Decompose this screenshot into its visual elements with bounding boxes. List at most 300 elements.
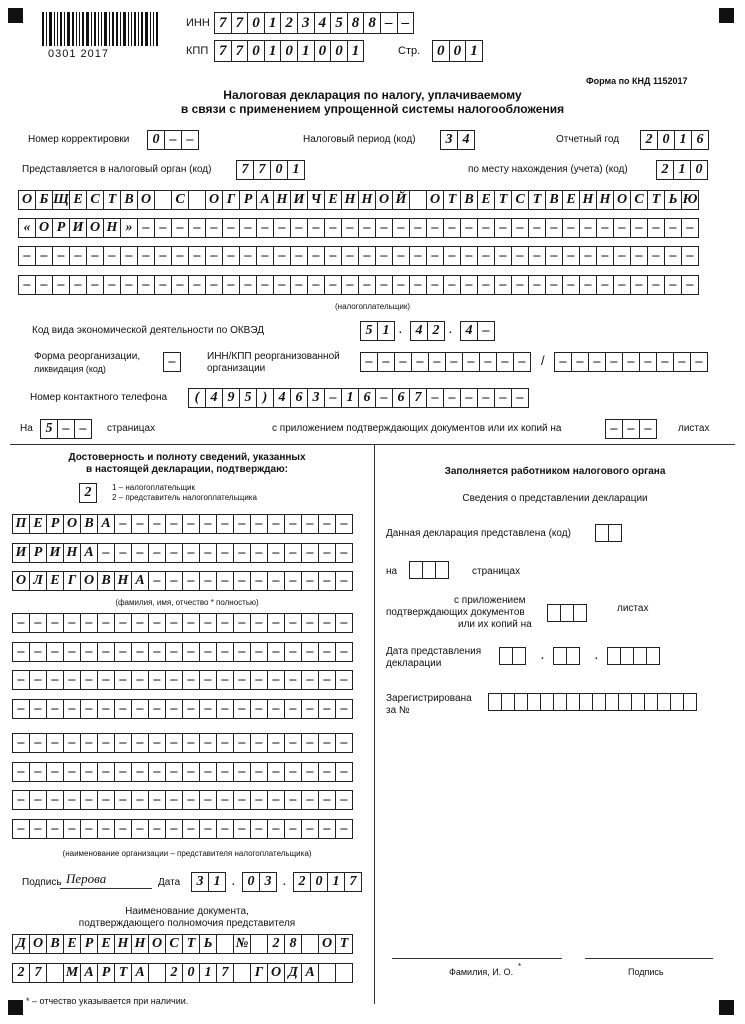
char-cell[interactable]: – [12, 733, 30, 753]
char-cell[interactable]: – [443, 246, 461, 266]
char-cell[interactable]: – [148, 790, 166, 810]
char-cell[interactable]: 8 [284, 934, 302, 954]
char-cell[interactable]: – [165, 642, 183, 662]
char-cell[interactable]: В [97, 571, 115, 591]
empty-cell[interactable] [540, 693, 554, 711]
char-cell[interactable]: – [63, 613, 81, 633]
char-cell[interactable]: – [477, 218, 495, 238]
char-cell[interactable]: 7 [214, 40, 232, 62]
char-cell[interactable]: Р [97, 963, 115, 983]
char-cell[interactable]: Е [562, 190, 580, 210]
char-cell[interactable]: – [29, 613, 47, 633]
char-cell[interactable]: – [74, 419, 92, 439]
char-cell[interactable]: – [239, 275, 257, 295]
char-cell[interactable]: – [494, 388, 512, 408]
char-cell[interactable]: – [199, 762, 217, 782]
char-cell[interactable]: – [199, 571, 217, 591]
char-cell[interactable]: – [239, 218, 257, 238]
char-cell[interactable]: – [664, 218, 682, 238]
date-year-cells[interactable] [293, 872, 361, 892]
char-cell[interactable]: – [335, 819, 353, 839]
char-cell[interactable]: – [335, 699, 353, 719]
char-cell[interactable]: – [182, 819, 200, 839]
char-cell[interactable]: – [233, 819, 251, 839]
org-row[interactable] [12, 642, 352, 662]
char-cell[interactable]: – [443, 388, 461, 408]
char-cell[interactable]: – [477, 246, 495, 266]
char-cell[interactable]: В [460, 190, 478, 210]
empty-cell[interactable] [435, 561, 449, 579]
char-cell[interactable]: О [63, 514, 81, 534]
char-cell[interactable]: – [394, 352, 412, 372]
empty-cell[interactable] [620, 647, 634, 665]
char-cell[interactable] [301, 934, 319, 954]
char-cell[interactable]: 3 [191, 872, 209, 892]
char-cell[interactable]: О [12, 571, 30, 591]
char-cell[interactable]: – [392, 246, 410, 266]
char-cell[interactable]: – [301, 642, 319, 662]
char-cell[interactable]: – [596, 275, 614, 295]
char-cell[interactable]: И [12, 543, 30, 563]
char-cell[interactable]: – [18, 246, 36, 266]
char-cell[interactable]: – [63, 790, 81, 810]
char-cell[interactable]: – [216, 699, 234, 719]
char-cell[interactable]: – [324, 246, 342, 266]
char-cell[interactable]: – [545, 246, 563, 266]
char-cell[interactable]: – [97, 613, 115, 633]
char-cell[interactable]: – [284, 790, 302, 810]
char-cell[interactable]: – [290, 246, 308, 266]
char-cell[interactable]: – [205, 218, 223, 238]
char-cell[interactable]: – [148, 762, 166, 782]
char-cell[interactable]: 4 [410, 321, 428, 341]
char-cell[interactable]: – [80, 613, 98, 633]
char-cell[interactable]: 2 [656, 160, 674, 180]
empty-cell[interactable] [566, 647, 580, 665]
char-cell[interactable]: – [562, 275, 580, 295]
char-cell[interactable]: 0 [242, 872, 260, 892]
char-cell[interactable]: – [324, 275, 342, 295]
char-cell[interactable]: Й [392, 190, 410, 210]
char-cell[interactable]: – [148, 514, 166, 534]
empty-cell[interactable] [670, 693, 684, 711]
char-cell[interactable]: 2 [427, 321, 445, 341]
char-cell[interactable]: – [233, 571, 251, 591]
char-cell[interactable]: – [445, 352, 463, 372]
char-cell[interactable]: – [250, 790, 268, 810]
char-cell[interactable]: – [239, 246, 257, 266]
char-cell[interactable]: – [12, 613, 30, 633]
char-cell[interactable]: – [267, 790, 285, 810]
empty-cell[interactable] [566, 693, 580, 711]
char-cell[interactable]: – [267, 642, 285, 662]
char-cell[interactable]: 2 [640, 130, 658, 150]
char-cell[interactable]: – [114, 642, 132, 662]
char-cell[interactable]: – [377, 352, 395, 372]
char-cell[interactable]: ( [188, 388, 206, 408]
char-cell[interactable] [233, 963, 251, 983]
char-cell[interactable]: – [630, 218, 648, 238]
char-cell[interactable]: – [165, 670, 183, 690]
char-cell[interactable]: 0 [432, 40, 450, 62]
char-cell[interactable]: 0 [310, 872, 328, 892]
char-cell[interactable]: – [29, 699, 47, 719]
empty-cell[interactable] [608, 524, 622, 542]
taxpayer-row[interactable] [18, 218, 698, 238]
char-cell[interactable]: – [52, 275, 70, 295]
char-cell[interactable]: – [250, 514, 268, 534]
char-cell[interactable]: – [301, 670, 319, 690]
char-cell[interactable]: – [622, 352, 640, 372]
char-cell[interactable]: – [216, 790, 234, 810]
year-cells[interactable] [640, 130, 708, 150]
char-cell[interactable]: – [273, 218, 291, 238]
char-cell[interactable]: Т [647, 190, 665, 210]
char-cell[interactable]: – [165, 733, 183, 753]
char-cell[interactable]: 5 [239, 388, 257, 408]
char-cell[interactable]: – [46, 613, 64, 633]
empty-cell[interactable] [512, 647, 526, 665]
char-cell[interactable]: – [605, 419, 623, 439]
char-cell[interactable]: – [97, 543, 115, 563]
char-cell[interactable]: Н [131, 934, 149, 954]
char-cell[interactable]: – [324, 388, 342, 408]
char-cell[interactable]: – [199, 670, 217, 690]
char-cell[interactable]: – [222, 246, 240, 266]
char-cell[interactable]: С [86, 190, 104, 210]
char-cell[interactable]: – [335, 670, 353, 690]
date-day-cells[interactable] [191, 872, 225, 892]
char-cell[interactable]: – [511, 218, 529, 238]
char-cell[interactable]: – [318, 571, 336, 591]
char-cell[interactable]: Е [69, 190, 87, 210]
char-cell[interactable]: – [335, 571, 353, 591]
char-cell[interactable]: – [273, 275, 291, 295]
char-cell[interactable]: – [114, 733, 132, 753]
char-cell[interactable]: – [571, 352, 589, 372]
char-cell[interactable]: – [12, 790, 30, 810]
char-cell[interactable]: – [154, 246, 172, 266]
char-cell[interactable]: 5 [330, 12, 348, 34]
taxpayer-row[interactable] [18, 246, 698, 266]
signer-name-row[interactable] [12, 543, 352, 563]
char-cell[interactable]: – [494, 275, 512, 295]
char-cell[interactable]: – [460, 218, 478, 238]
char-cell[interactable]: 6 [290, 388, 308, 408]
presented-code-cells[interactable] [595, 524, 621, 544]
char-cell[interactable]: О [80, 571, 98, 591]
char-cell[interactable]: С [511, 190, 529, 210]
char-cell[interactable]: 1 [264, 40, 282, 62]
char-cell[interactable]: – [250, 819, 268, 839]
char-cell[interactable]: Р [52, 218, 70, 238]
char-cell[interactable]: 1 [287, 160, 305, 180]
reorg-form-cell[interactable] [163, 352, 180, 372]
char-cell[interactable]: – [52, 246, 70, 266]
empty-cell[interactable] [605, 693, 619, 711]
char-cell[interactable]: – [216, 543, 234, 563]
char-cell[interactable]: Н [341, 190, 359, 210]
char-cell[interactable]: – [318, 543, 336, 563]
okved-group[interactable] [410, 321, 444, 341]
empty-cell[interactable] [553, 647, 567, 665]
char-cell[interactable]: В [46, 934, 64, 954]
char-cell[interactable]: – [114, 543, 132, 563]
char-cell[interactable]: – [216, 670, 234, 690]
char-cell[interactable]: Р [239, 190, 257, 210]
char-cell[interactable]: – [233, 543, 251, 563]
char-cell[interactable]: – [426, 218, 444, 238]
char-cell[interactable]: – [443, 275, 461, 295]
char-cell[interactable]: – [477, 275, 495, 295]
char-cell[interactable]: – [664, 275, 682, 295]
char-cell[interactable]: – [250, 571, 268, 591]
char-cell[interactable]: – [307, 246, 325, 266]
char-cell[interactable]: О [318, 934, 336, 954]
char-cell[interactable]: – [341, 218, 359, 238]
char-cell[interactable]: – [131, 613, 149, 633]
char-cell[interactable]: Т [528, 190, 546, 210]
char-cell[interactable]: 2 [12, 963, 30, 983]
char-cell[interactable]: 7 [214, 12, 232, 34]
char-cell[interactable]: – [216, 733, 234, 753]
char-cell[interactable]: – [596, 246, 614, 266]
empty-cell[interactable] [409, 561, 423, 579]
char-cell[interactable]: – [181, 130, 199, 150]
char-cell[interactable]: – [318, 670, 336, 690]
char-cell[interactable]: – [613, 246, 631, 266]
char-cell[interactable]: – [335, 613, 353, 633]
char-cell[interactable]: И [69, 218, 87, 238]
char-cell[interactable]: 0 [280, 40, 298, 62]
char-cell[interactable]: – [148, 613, 166, 633]
char-cell[interactable]: – [284, 733, 302, 753]
pages-cells[interactable] [40, 419, 91, 439]
char-cell[interactable]: 1 [264, 12, 282, 34]
char-cell[interactable]: – [97, 790, 115, 810]
char-cell[interactable]: – [97, 642, 115, 662]
char-cell[interactable]: М [63, 963, 81, 983]
char-cell[interactable]: Г [222, 190, 240, 210]
char-cell[interactable]: Е [63, 934, 81, 954]
char-cell[interactable]: – [222, 218, 240, 238]
char-cell[interactable]: – [318, 613, 336, 633]
char-cell[interactable]: О [137, 190, 155, 210]
char-cell[interactable]: – [97, 762, 115, 782]
char-cell[interactable]: – [216, 819, 234, 839]
char-cell[interactable]: – [335, 733, 353, 753]
char-cell[interactable]: О [205, 190, 223, 210]
char-cell[interactable]: – [29, 819, 47, 839]
char-cell[interactable]: – [380, 12, 398, 34]
char-cell[interactable]: 3 [297, 12, 315, 34]
char-cell[interactable]: – [409, 246, 427, 266]
char-cell[interactable]: 2 [293, 872, 311, 892]
char-cell[interactable]: – [86, 275, 104, 295]
attach-sheets-cells[interactable] [547, 604, 586, 624]
char-cell[interactable]: – [545, 275, 563, 295]
char-cell[interactable]: – [324, 218, 342, 238]
org-row[interactable] [12, 762, 352, 782]
char-cell[interactable]: 4 [460, 321, 478, 341]
char-cell[interactable]: А [131, 571, 149, 591]
char-cell[interactable]: – [681, 218, 699, 238]
char-cell[interactable]: – [97, 733, 115, 753]
char-cell[interactable]: – [656, 352, 674, 372]
reorg-kpp-cells[interactable] [554, 352, 707, 372]
char-cell[interactable]: – [137, 218, 155, 238]
char-cell[interactable]: – [154, 218, 172, 238]
char-cell[interactable]: 2 [280, 12, 298, 34]
doc-row[interactable] [12, 963, 352, 983]
char-cell[interactable]: – [182, 699, 200, 719]
char-cell[interactable]: – [63, 642, 81, 662]
org-row[interactable] [12, 819, 352, 839]
char-cell[interactable]: – [647, 246, 665, 266]
char-cell[interactable]: – [86, 246, 104, 266]
empty-cell[interactable] [646, 647, 660, 665]
char-cell[interactable]: – [307, 218, 325, 238]
empty-cell[interactable] [631, 693, 645, 711]
char-cell[interactable]: – [114, 699, 132, 719]
char-cell[interactable]: – [131, 642, 149, 662]
char-cell[interactable]: О [86, 218, 104, 238]
char-cell[interactable]: – [164, 130, 182, 150]
char-cell[interactable]: – [12, 642, 30, 662]
empty-cell[interactable] [553, 693, 567, 711]
char-cell[interactable]: О [613, 190, 631, 210]
char-cell[interactable]: Н [358, 190, 376, 210]
char-cell[interactable]: – [290, 218, 308, 238]
char-cell[interactable]: – [137, 275, 155, 295]
char-cell[interactable]: О [29, 934, 47, 954]
char-cell[interactable] [335, 963, 353, 983]
char-cell[interactable]: – [163, 352, 181, 372]
char-cell[interactable]: В [120, 190, 138, 210]
char-cell[interactable]: – [29, 790, 47, 810]
char-cell[interactable]: – [46, 733, 64, 753]
char-cell[interactable]: – [630, 246, 648, 266]
char-cell[interactable]: – [426, 246, 444, 266]
char-cell[interactable] [154, 190, 172, 210]
char-cell[interactable]: 1 [465, 40, 483, 62]
char-cell[interactable]: – [165, 543, 183, 563]
char-cell[interactable]: – [182, 543, 200, 563]
empty-cell[interactable] [579, 693, 593, 711]
phone-cells[interactable] [188, 388, 528, 408]
char-cell[interactable]: – [301, 699, 319, 719]
char-cell[interactable]: – [35, 246, 53, 266]
char-cell[interactable]: – [233, 762, 251, 782]
empty-cell[interactable] [501, 693, 515, 711]
char-cell[interactable]: 0 [330, 40, 348, 62]
date-presented-year[interactable] [607, 647, 659, 667]
char-cell[interactable]: – [131, 699, 149, 719]
date-presented-month[interactable] [553, 647, 579, 667]
char-cell[interactable]: – [148, 670, 166, 690]
char-cell[interactable]: – [188, 275, 206, 295]
char-cell[interactable]: – [443, 218, 461, 238]
empty-cell[interactable] [547, 604, 561, 622]
char-cell[interactable]: – [511, 246, 529, 266]
char-cell[interactable]: – [131, 819, 149, 839]
char-cell[interactable]: Н [114, 934, 132, 954]
char-cell[interactable]: В [545, 190, 563, 210]
char-cell[interactable]: 1 [297, 40, 315, 62]
char-cell[interactable]: – [165, 790, 183, 810]
char-cell[interactable]: – [233, 514, 251, 534]
char-cell[interactable]: 0 [247, 40, 265, 62]
char-cell[interactable]: 6 [392, 388, 410, 408]
char-cell[interactable]: 4 [457, 130, 475, 150]
char-cell[interactable]: – [188, 246, 206, 266]
char-cell[interactable]: 0 [657, 130, 675, 150]
char-cell[interactable] [188, 190, 206, 210]
char-cell[interactable]: Г [250, 963, 268, 983]
char-cell[interactable]: – [80, 790, 98, 810]
char-cell[interactable]: Е [97, 934, 115, 954]
char-cell[interactable]: – [318, 819, 336, 839]
char-cell[interactable]: О [148, 934, 166, 954]
char-cell[interactable]: – [131, 670, 149, 690]
char-cell[interactable]: – [647, 275, 665, 295]
char-cell[interactable]: Т [182, 934, 200, 954]
char-cell[interactable]: Н [579, 190, 597, 210]
char-cell[interactable]: – [301, 762, 319, 782]
char-cell[interactable]: – [335, 642, 353, 662]
char-cell[interactable]: – [233, 642, 251, 662]
empty-cell[interactable] [618, 693, 632, 711]
char-cell[interactable]: 8 [363, 12, 381, 34]
char-cell[interactable]: – [428, 352, 446, 372]
char-cell[interactable]: – [681, 246, 699, 266]
signer-name-row[interactable] [12, 514, 352, 534]
char-cell[interactable]: – [165, 699, 183, 719]
char-cell[interactable]: – [596, 218, 614, 238]
char-cell[interactable]: – [528, 275, 546, 295]
char-cell[interactable]: – [284, 762, 302, 782]
char-cell[interactable]: – [69, 246, 87, 266]
char-cell[interactable]: – [375, 246, 393, 266]
org-row[interactable] [12, 613, 352, 633]
char-cell[interactable]: – [460, 275, 478, 295]
empty-cell[interactable] [683, 693, 697, 711]
char-cell[interactable]: Р [46, 514, 64, 534]
char-cell[interactable]: – [690, 352, 708, 372]
char-cell[interactable]: – [114, 762, 132, 782]
kpp-cells[interactable] [214, 40, 363, 60]
char-cell[interactable]: – [205, 275, 223, 295]
char-cell[interactable]: 1 [377, 321, 395, 341]
char-cell[interactable]: Ь [664, 190, 682, 210]
char-cell[interactable]: О [35, 218, 53, 238]
char-cell[interactable]: А [80, 543, 98, 563]
char-cell[interactable]: – [165, 613, 183, 633]
char-cell[interactable]: – [114, 670, 132, 690]
char-cell[interactable]: – [409, 218, 427, 238]
char-cell[interactable]: – [545, 218, 563, 238]
char-cell[interactable]: – [182, 670, 200, 690]
char-cell[interactable]: 1 [341, 388, 359, 408]
char-cell[interactable] [216, 934, 234, 954]
char-cell[interactable]: Н [596, 190, 614, 210]
char-cell[interactable]: – [335, 514, 353, 534]
okved-group[interactable] [460, 321, 494, 341]
char-cell[interactable]: 0 [147, 130, 165, 150]
char-cell[interactable]: Ь [199, 934, 217, 954]
char-cell[interactable]: – [250, 670, 268, 690]
char-cell[interactable]: – [284, 699, 302, 719]
